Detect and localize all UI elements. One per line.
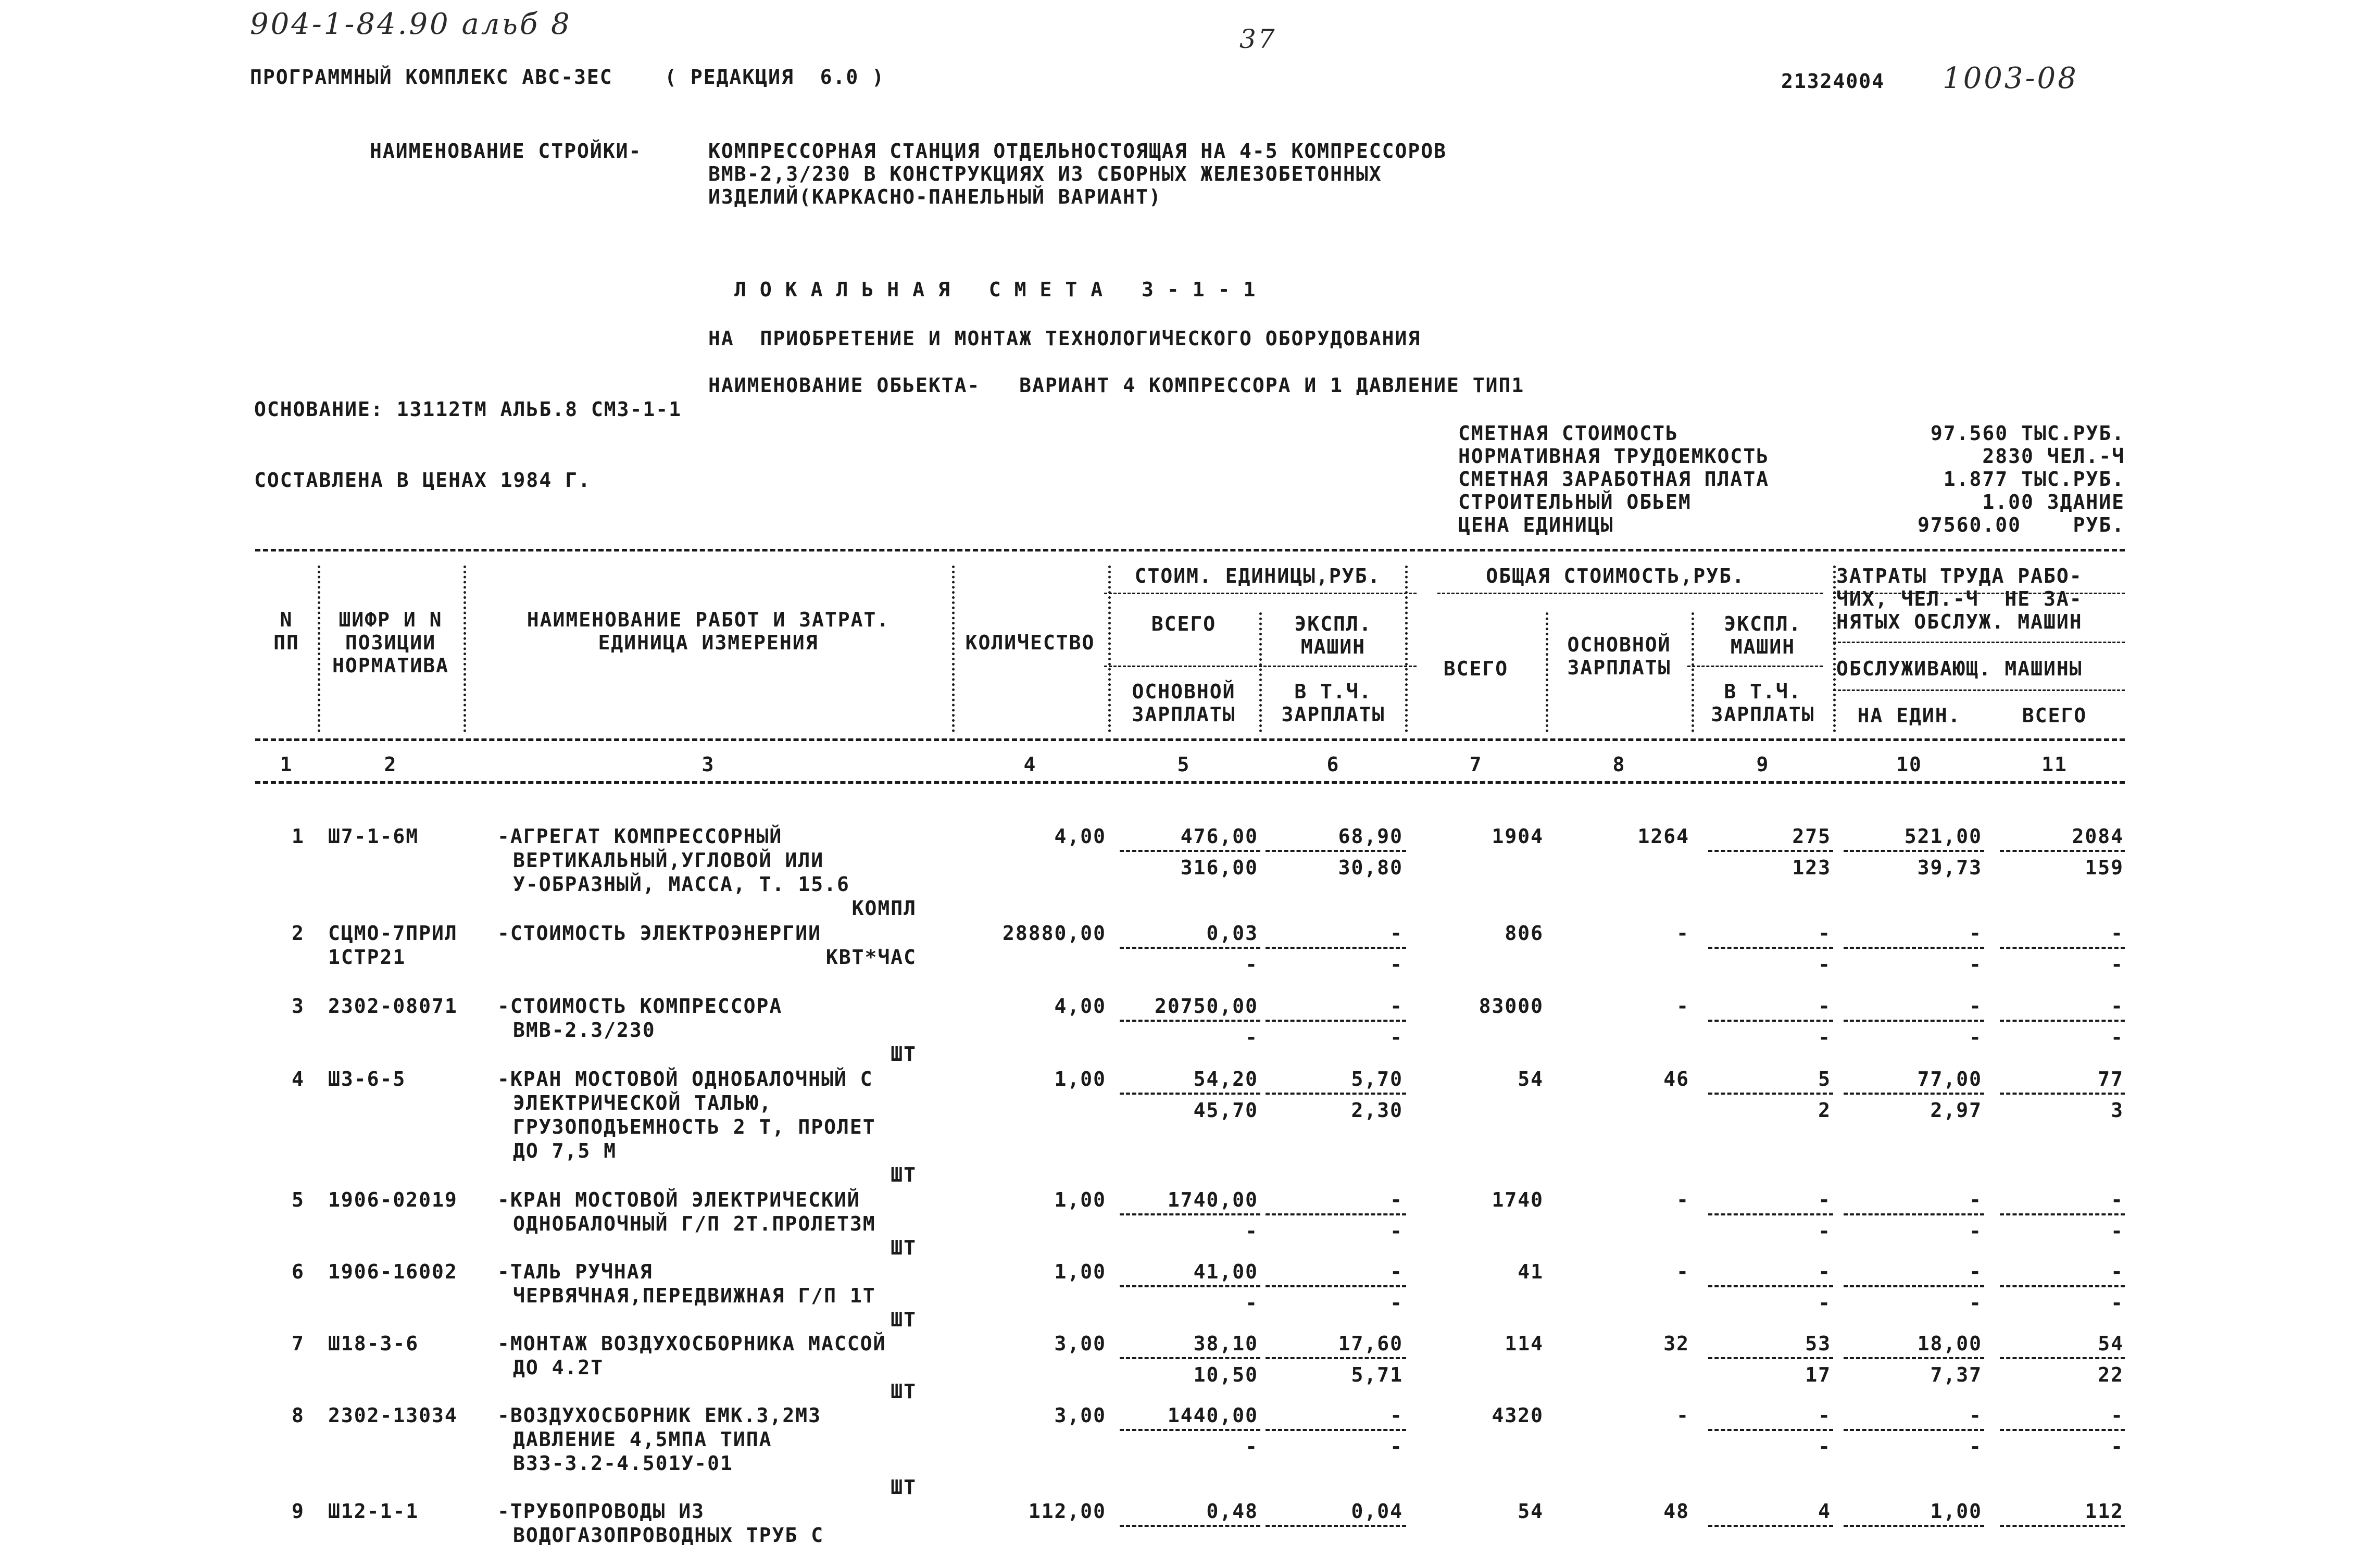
cell-c11b: 159 — [2085, 856, 2124, 879]
sostavlena: СОСТАВЛЕНА В ЦЕНАХ 1984 Г. — [254, 469, 591, 492]
cell-c7: 1904 — [1492, 825, 1544, 848]
cell-underline — [1120, 1020, 1260, 1022]
cell-c8: - — [1676, 1188, 1689, 1211]
cell-underline — [1266, 1213, 1406, 1215]
cell-underline — [1266, 1429, 1406, 1431]
row-name-line: ДО 7,5 М — [513, 1139, 617, 1162]
cell-c9: 53 — [1805, 1332, 1831, 1355]
cell-underline — [1708, 1525, 1833, 1527]
cell-underline — [1844, 947, 1984, 949]
cell-c5b: - — [1245, 1026, 1258, 1049]
row-name-line: В33-3.2-4.501У-01 — [513, 1452, 733, 1475]
cell-c5b: - — [1245, 1291, 1258, 1314]
summary-value-salary: 1.877 ТЫС.РУБ. — [1943, 468, 2125, 491]
col-header-c10: НА ЕДИН. — [1857, 704, 1961, 727]
cell-underline — [2000, 1429, 2125, 1431]
cell-c5: 1440,00 — [1167, 1404, 1258, 1427]
cell-underline — [2000, 1020, 2125, 1022]
row-code: 1906-02019 — [328, 1188, 458, 1211]
cell-c10: - — [1969, 995, 1982, 1018]
cell-underline — [1708, 1213, 1833, 1215]
cell-c7: 1740 — [1492, 1188, 1544, 1211]
cell-c5: 41,00 — [1193, 1260, 1258, 1283]
cell-underline — [1266, 1525, 1406, 1527]
cell-c5b: 316,00 — [1180, 856, 1258, 879]
cell-underline — [2000, 1093, 2125, 1095]
cell-underline — [1844, 1093, 1984, 1095]
row-unit: ШТ — [891, 1380, 917, 1403]
cell-qty: 4,00 — [1054, 995, 1106, 1018]
col-header-c9-salary: В Т.Ч. ЗАРПЛАТЫ — [1711, 680, 1815, 726]
cell-c6b: - — [1390, 1026, 1403, 1049]
group-header-total-cost: ОБЩАЯ СТОИМОСТЬ,РУБ. — [1486, 565, 1745, 587]
cell-c6: - — [1390, 922, 1403, 945]
cell-qty: 3,00 — [1054, 1404, 1106, 1427]
cell-c6: - — [1390, 995, 1403, 1018]
cell-c9: 275 — [1792, 825, 1831, 848]
cell-c9b: 2 — [1818, 1099, 1831, 1122]
row-name-line: ДАВЛЕНИЕ 4,5МПА ТИПА — [513, 1428, 772, 1451]
summary-value-volume: 1.00 ЗДАНИЕ — [1982, 491, 2125, 513]
row-name-line: -КРАН МОСТОВОЙ ЭЛЕКТРИЧЕСКИЙ — [497, 1188, 860, 1211]
cell-c11b: - — [2111, 1291, 2124, 1314]
cell-c8: 46 — [1663, 1068, 1689, 1090]
summary-value-unit-price: 97560.00 РУБ. — [1917, 513, 2125, 536]
cell-c6: 0,04 — [1351, 1500, 1403, 1523]
cell-c5: 38,10 — [1193, 1332, 1258, 1355]
col-header-c11: ВСЕГО — [2022, 704, 2087, 727]
cell-c8: 32 — [1663, 1332, 1689, 1355]
row-unit: ШТ — [891, 1308, 917, 1331]
row-name-line: ВМВ-2.3/230 — [513, 1019, 656, 1042]
cell-c10: 18,00 — [1917, 1332, 1982, 1355]
cell-c11b: - — [2111, 1220, 2124, 1243]
cell-c5: 1740,00 — [1167, 1188, 1258, 1211]
cell-c7: 114 — [1505, 1332, 1544, 1355]
cell-underline — [1120, 1357, 1260, 1359]
row-name-line: -СТОИМОСТЬ КОМПРЕССОРА — [497, 995, 783, 1018]
cell-underline — [1708, 1020, 1833, 1022]
cell-c10b: 39,73 — [1917, 856, 1982, 879]
cell-qty: 4,00 — [1054, 825, 1106, 848]
cell-underline — [1120, 1213, 1260, 1215]
row-code: Ш7-1-6М — [328, 825, 419, 848]
cell-c8: - — [1676, 922, 1689, 945]
stroyka-line-3: ИЗДЕЛИЙ(КАРКАСНО-ПАНЕЛЬНЫЙ ВАРИАНТ) — [708, 185, 1162, 208]
group-header-unit-cost: СТОИМ. ЕДИНИЦЫ,РУБ. — [1134, 565, 1381, 587]
cell-qty: 1,00 — [1054, 1188, 1106, 1211]
col-header-c7-total: ВСЕГО — [1443, 657, 1509, 680]
row-name-line: -АГРЕГАТ КОМПРЕССОРНЫЙ — [497, 825, 783, 848]
col-header-npp: N ПП — [273, 608, 299, 654]
row-number: 3 — [292, 995, 305, 1018]
cell-c8: 48 — [1663, 1500, 1689, 1523]
row-unit: ШТ — [891, 1476, 917, 1499]
col-num-2: 2 — [384, 753, 397, 776]
cell-qty: 1,00 — [1054, 1068, 1106, 1090]
cell-underline — [1120, 1429, 1260, 1431]
row-name-line: У-ОБРАЗНЫЙ, МАССА, Т. 15.6 — [513, 873, 850, 896]
cell-c9: - — [1818, 922, 1831, 945]
row-number: 7 — [292, 1332, 305, 1355]
cell-c9b: - — [1818, 1435, 1831, 1458]
cell-c8: 1264 — [1637, 825, 1689, 848]
cell-underline — [2000, 1213, 2125, 1215]
col-num-4: 4 — [1023, 753, 1037, 776]
cell-c5: 0,48 — [1206, 1500, 1258, 1523]
cell-c9: - — [1818, 1188, 1831, 1211]
cell-c8: - — [1676, 995, 1689, 1018]
row-name-line: -ВОЗДУХОСБОРНИК ЕМК.3,2М3 — [497, 1404, 821, 1427]
cell-c11: 54 — [2098, 1332, 2124, 1355]
cell-underline — [1844, 850, 1984, 852]
cell-underline — [1266, 1093, 1406, 1095]
cell-underline — [1120, 1525, 1260, 1527]
cell-c5: 476,00 — [1180, 825, 1258, 848]
cell-c10b: - — [1969, 1220, 1982, 1243]
cell-underline — [1844, 1285, 1984, 1287]
cell-c11: - — [2111, 995, 2124, 1018]
cell-c5: 0,03 — [1206, 922, 1258, 945]
row-name-line: ЭЛЕКТРИЧЕСКОЙ ТАЛЬЮ, — [513, 1092, 772, 1114]
cell-c11b: - — [2111, 953, 2124, 976]
group-header-labor: ЗАТРАТЫ ТРУДА РАБО- ЧИХ, ЧЕЛ.-Ч НЕ ЗА- НЯТЫХ ОБСЛУЖ. МАШИН — [1836, 565, 2083, 633]
summary-label-salary: СМЕТНАЯ ЗАРАБОТНАЯ ПЛАТА — [1458, 468, 1770, 491]
row-name-line: ВОДОГАЗОПРОВОДНЫХ ТРУБ С — [513, 1524, 824, 1547]
cell-underline — [1708, 947, 1833, 949]
row-number: 4 — [292, 1068, 305, 1090]
row-code: Ш18-3-6 — [328, 1332, 419, 1355]
cell-c5b: 45,70 — [1193, 1099, 1258, 1122]
cell-underline — [1844, 1357, 1984, 1359]
col-num-11: 11 — [2041, 753, 2068, 776]
col-num-3: 3 — [702, 753, 715, 776]
row-name-line: -МОНТАЖ ВОЗДУХОСБОРНИКА МАССОЙ — [497, 1332, 886, 1355]
object-name: НАИМЕНОВАНИЕ ОБЬЕКТА- ВАРИАНТ 4 КОМПРЕССОРА И 1 ДАВЛЕНИЕ ТИП1 — [708, 374, 1525, 397]
row-name-line: -КРАН МОСТОВОЙ ОДНОБАЛОЧНЫЙ С — [497, 1068, 873, 1090]
cell-c6: - — [1390, 1404, 1403, 1427]
cell-c9: - — [1818, 995, 1831, 1018]
cell-underline — [1708, 850, 1833, 852]
stroyka-line-2: ВМВ-2,3/230 В КОНСТРУКЦИЯХ ИЗ СБОРНЫХ ЖЕЛЕЗОБЕТОННЫХ — [708, 162, 1382, 185]
row-name-line: -СТОИМОСТЬ ЭЛЕКТРОЭНЕРГИИ — [497, 922, 821, 945]
cell-c9b: - — [1818, 1291, 1831, 1314]
col-header-c9-mach: ЭКСПЛ. МАШИН — [1724, 612, 1802, 658]
cell-c11b: 22 — [2098, 1363, 2124, 1386]
cell-c9b: - — [1818, 953, 1831, 976]
cell-underline — [1120, 1285, 1260, 1287]
row-name-line: ДО 4.2Т — [513, 1356, 604, 1379]
cell-c7: 54 — [1518, 1068, 1544, 1090]
cell-c11: 112 — [2085, 1500, 2124, 1523]
row-unit: КОМПЛ — [851, 897, 917, 920]
col-header-c5-salary: ОСНОВНОЙ ЗАРПЛАТЫ — [1132, 680, 1236, 726]
row-number: 5 — [292, 1188, 305, 1211]
summary-label-labor: НОРМАТИВНАЯ ТРУДОЕМКОСТЬ — [1458, 445, 1770, 468]
cell-c11b: - — [2111, 1435, 2124, 1458]
row-name-line: -ТАЛЬ РУЧНАЯ — [497, 1260, 653, 1283]
cell-underline — [2000, 947, 2125, 949]
cell-underline — [1708, 1357, 1833, 1359]
cell-underline — [2000, 850, 2125, 852]
cell-c6: - — [1390, 1260, 1403, 1283]
row-number: 1 — [292, 825, 305, 848]
cell-c5b: - — [1245, 1435, 1258, 1458]
row-unit: ШТ — [891, 1043, 917, 1065]
cell-c6: 17,60 — [1338, 1332, 1403, 1355]
col-num-9: 9 — [1756, 753, 1770, 776]
row-unit: ШТ — [891, 1236, 917, 1259]
page-number: 37 — [1239, 24, 1277, 54]
summary-value-cost: 97.560 ТЫС.РУБ. — [1930, 422, 2125, 445]
cell-c5b: - — [1245, 953, 1258, 976]
cell-c6: 68,90 — [1338, 825, 1403, 848]
summary-value-labor: 2830 ЧЕЛ.-Ч — [1982, 445, 2125, 468]
row-code: 2302-08071 — [328, 995, 458, 1018]
col-num-6: 6 — [1326, 753, 1340, 776]
cell-underline — [1266, 947, 1406, 949]
cell-c11: - — [2111, 1404, 2124, 1427]
row-number: 9 — [292, 1500, 305, 1523]
archive-handwritten-note: 904-1-84.90 альб 8 — [250, 7, 572, 41]
summary-label-unit-price: ЦЕНА ЕДИНИЦЫ — [1458, 513, 1614, 536]
summary-label-volume: СТРОИТЕЛЬНЫЙ ОБЬЕМ — [1458, 491, 1692, 513]
cell-qty: 1,00 — [1054, 1260, 1106, 1283]
cell-underline — [1120, 850, 1260, 852]
cell-c10: - — [1969, 1260, 1982, 1283]
row-unit: ШТ — [891, 1163, 917, 1186]
col-header-c8-salary: ОСНОВНОЙ ЗАРПЛАТЫ — [1567, 633, 1671, 679]
cell-underline — [1844, 1213, 1984, 1215]
document-subtitle: НА ПРИОБРЕТЕНИЕ И МОНТАЖ ТЕХНОЛОГИЧЕСКОГО ОБОРУДОВАНИЯ — [708, 327, 1421, 350]
cell-qty: 28880,00 — [1002, 922, 1106, 945]
cell-c5: 20750,00 — [1154, 995, 1258, 1018]
row-name-line: ЧЕРВЯЧНАЯ,ПЕРЕДВИЖНАЯ Г/П 1Т — [513, 1284, 876, 1307]
osnovanie: ОСНОВАНИЕ: 13112ТМ АЛЬБ.8 СМ3-1-1 — [254, 398, 682, 421]
row-name-line: ОДНОБАЛОЧНЫЙ Г/П 2Т.ПРОЛЕТ3М — [513, 1212, 876, 1235]
cell-c10: 77,00 — [1917, 1068, 1982, 1090]
cell-c9b: - — [1818, 1220, 1831, 1243]
row-code: 2302-13034 — [328, 1404, 458, 1427]
col-num-10: 10 — [1896, 753, 1922, 776]
col-num-1: 1 — [280, 753, 293, 776]
col-num-7: 7 — [1469, 753, 1483, 776]
cell-underline — [1844, 1020, 1984, 1022]
cell-c9b: 17 — [1805, 1363, 1831, 1386]
cell-c10b: - — [1969, 1291, 1982, 1314]
row-name-line: ГРУЗОПОДЪЕМНОСТЬ 2 Т, ПРОЛЕТ — [513, 1115, 876, 1138]
cell-c7: 806 — [1505, 922, 1544, 945]
col-header-serving: ОБСЛУЖИВАЮЩ. МАШИНЫ — [1836, 657, 2083, 680]
cell-underline — [1266, 1357, 1406, 1359]
document-title: ЛОКАЛЬНАЯ СМЕТА 3-1-1 — [734, 278, 1269, 301]
cell-c6b: - — [1390, 1291, 1403, 1314]
cell-c11: - — [2111, 1188, 2124, 1211]
cell-c5b: 10,50 — [1193, 1363, 1258, 1386]
cell-c6b: 5,71 — [1351, 1363, 1403, 1386]
row-code-cont: 1СТР21 — [328, 946, 406, 969]
row-code: Ш12-1-1 — [328, 1500, 419, 1523]
cell-underline — [1266, 850, 1406, 852]
cell-c10b: 7,37 — [1930, 1363, 1982, 1386]
cell-c9b: - — [1818, 1026, 1831, 1049]
cell-c10: 1,00 — [1930, 1500, 1982, 1523]
row-name-line: -ТРУБОПРОВОДЫ ИЗ — [497, 1500, 705, 1523]
row-code: Ш3-6-5 — [328, 1068, 406, 1090]
cell-c6b: - — [1390, 1435, 1403, 1458]
cell-c7: 54 — [1518, 1500, 1544, 1523]
col-header-qty: КОЛИЧЕСТВО — [965, 631, 1095, 654]
cell-c5: 54,20 — [1193, 1068, 1258, 1090]
row-number: 2 — [292, 922, 305, 945]
stroyka-label: НАИМЕНОВАНИЕ СТРОЙКИ- — [370, 140, 642, 162]
cell-underline — [1708, 1093, 1833, 1095]
row-number: 6 — [292, 1260, 305, 1283]
cell-c10: 521,00 — [1904, 825, 1982, 848]
col-header-name: НАИМЕНОВАНИЕ РАБОТ И ЗАТРАТ. ЕДИНИЦА ИЗМЕРЕНИЯ — [527, 608, 890, 654]
cell-c11: - — [2111, 922, 2124, 945]
col-num-8: 8 — [1612, 753, 1626, 776]
cell-c7: 41 — [1518, 1260, 1544, 1283]
cell-c10b: 2,97 — [1930, 1099, 1982, 1122]
cell-underline — [1708, 1429, 1833, 1431]
cell-c6b: 30,80 — [1338, 856, 1403, 879]
program-line: ПРОГРАММНЫЙ КОМПЛЕКС АВС-3ЕС ( РЕДАКЦИЯ 6.0 ) — [250, 66, 885, 89]
cell-underline — [1844, 1525, 1984, 1527]
cell-underline — [1844, 1429, 1984, 1431]
cell-c9: - — [1818, 1404, 1831, 1427]
cell-c9: 4 — [1818, 1500, 1831, 1523]
cell-c9: - — [1818, 1260, 1831, 1283]
summary-label-cost: СМЕТНАЯ СТОИМОСТЬ — [1458, 422, 1678, 445]
code-suffix-handwritten: 1003-08 — [1943, 61, 2078, 95]
row-unit: КВТ*ЧАС — [825, 946, 917, 969]
cell-c7: 83000 — [1479, 995, 1544, 1018]
cell-c11: 77 — [2098, 1068, 2124, 1090]
row-number: 8 — [292, 1404, 305, 1427]
cell-c10: - — [1969, 1404, 1982, 1427]
cell-qty: 3,00 — [1054, 1332, 1106, 1355]
cell-c9b: 123 — [1792, 856, 1831, 879]
cell-c11b: 3 — [2111, 1099, 2124, 1122]
cell-c8: - — [1676, 1404, 1689, 1427]
cell-c9: 5 — [1818, 1068, 1831, 1090]
stroyka-line-1: КОМПРЕССОРНАЯ СТАНЦИЯ ОТДЕЛЬНОСТОЯЩАЯ НА 4-5 КОМПРЕССОРОВ — [708, 140, 1447, 162]
cell-underline — [1120, 1093, 1260, 1095]
cell-c10: - — [1969, 1188, 1982, 1211]
cell-underline — [1708, 1285, 1833, 1287]
cell-c11: 2084 — [2072, 825, 2124, 848]
cell-c10b: - — [1969, 1026, 1982, 1049]
cell-c11: - — [2111, 1260, 2124, 1283]
row-name-line: ВЕРТИКАЛЬНЫЙ,УГЛОВОЙ ИЛИ — [513, 849, 824, 872]
col-num-5: 5 — [1177, 753, 1191, 776]
cell-underline — [1120, 947, 1260, 949]
cell-c11b: - — [2111, 1026, 2124, 1049]
cell-qty: 112,00 — [1028, 1500, 1106, 1523]
row-code: 1906-16002 — [328, 1260, 458, 1283]
cell-c8: - — [1676, 1260, 1689, 1283]
col-header-c6-mach: ЭКСПЛ. МАШИН — [1294, 612, 1372, 658]
cell-underline — [2000, 1285, 2125, 1287]
cell-c10b: - — [1969, 953, 1982, 976]
cell-c5b: - — [1245, 1220, 1258, 1243]
cell-c6b: 2,30 — [1351, 1099, 1403, 1122]
col-header-c6-salary: В Т.Ч. ЗАРПЛАТЫ — [1281, 680, 1385, 726]
cell-c10: - — [1969, 922, 1982, 945]
cell-c6b: - — [1390, 953, 1403, 976]
row-code: СЦМО-7ПРИЛ — [328, 922, 458, 945]
cell-c10b: - — [1969, 1435, 1982, 1458]
cell-underline — [2000, 1525, 2125, 1527]
cell-underline — [1266, 1020, 1406, 1022]
document-code: 21324004 — [1781, 70, 1885, 93]
col-header-code: ШИФР И N ПОЗИЦИИ НОРМАТИВА — [332, 608, 449, 677]
cell-underline — [1266, 1285, 1406, 1287]
col-header-c5-total: ВСЕГО — [1151, 612, 1217, 635]
cell-c6: 5,70 — [1351, 1068, 1403, 1090]
cell-c7: 4320 — [1492, 1404, 1544, 1427]
cell-c6b: - — [1390, 1220, 1403, 1243]
cell-underline — [2000, 1357, 2125, 1359]
cell-c6: - — [1390, 1188, 1403, 1211]
